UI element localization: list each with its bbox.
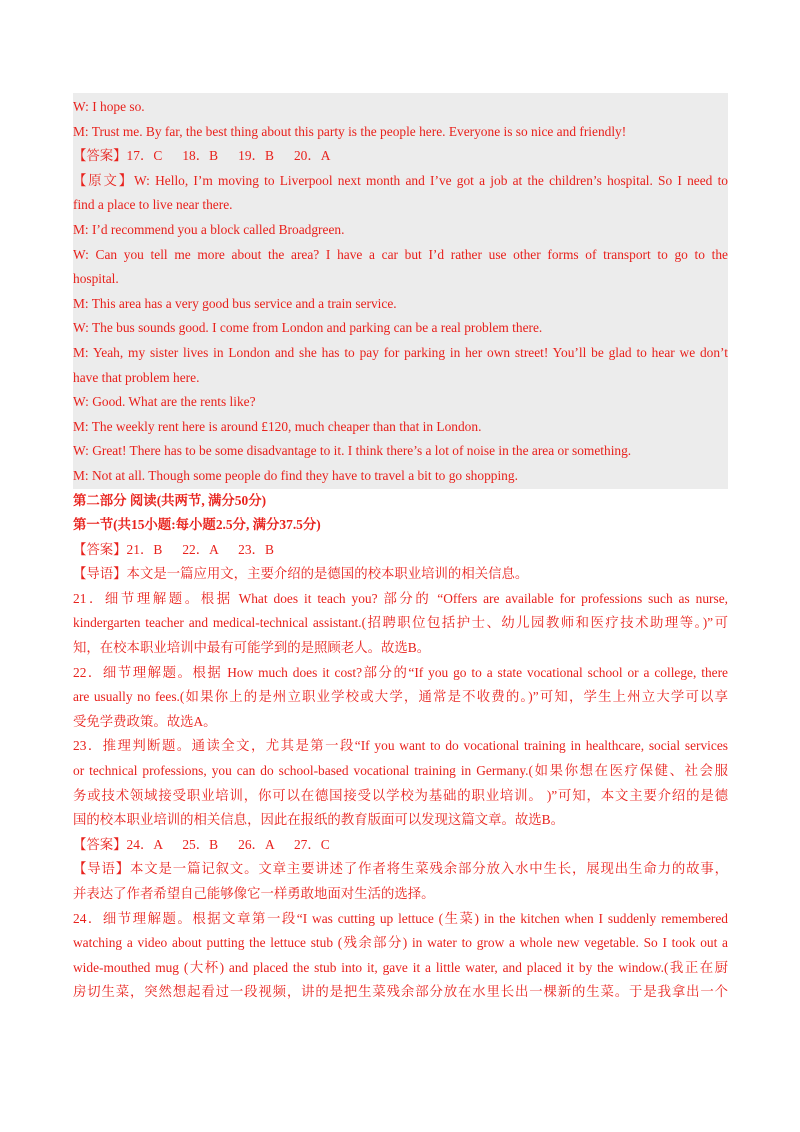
explanation-line: 知，在校本职业培训中最有可能学到的是照顾老人。故选B。 [73, 640, 431, 656]
reading-answers [73, 538, 728, 1005]
explanation-line: are usually no fees.(如果你上的是州立职业学校或大学，通常是不收费的。)”可知，学生上州立大学可以享 [73, 689, 728, 705]
document-page [73, 93, 728, 1005]
guide-line: 【导语】本文是一篇记叙文。文章主要讲述了作者将生菜残余部分放入水中生长，展现出生命力的故事， [73, 861, 728, 877]
dialog-line: have that problem here. [73, 369, 200, 385]
section-title: 第一节(共15小题:每小题2.5分, 满分37.5分) [73, 517, 321, 533]
explanation-line: 21．细节理解题。根据 What does it teach you? 部分的 “Offers are available for professions such as nurse, [73, 590, 728, 606]
dialog-line: hospital. [73, 271, 119, 287]
dialog-line: find a place to live near there. [73, 197, 233, 213]
answer-line: 【答案】24．A 25．B 26．A 27．C [73, 836, 330, 852]
explanation-line: 22．细节理解题。根据 How much does it cost?部分的“If you go to a state vocational school or a college, there [73, 664, 728, 680]
guide-line: 【导语】本文是一篇应用文，主要介绍的是德国的校本职业培训的相关信息。 [73, 566, 529, 582]
dialog-line: W: Good. What are the rents like? [73, 394, 256, 410]
explanation-line: kindergarten teacher and medical-technical assistant.(招聘职位包括护士、幼儿园教师和医疗技术助理等。)”可 [73, 615, 728, 631]
dialog-line: M: Not at all. Though some people do find they have to travel a bit to go shopping. [73, 467, 518, 483]
explanation-line: 受免学费政策。故选A。 [73, 713, 217, 729]
dialog-line: W: Great! There has to be some disadvantage to it. I think there’s a lot of noise in the area or something. [73, 443, 632, 459]
transcript-block [73, 93, 728, 489]
dialog-line: M: This area has a very good bus service and a train service. [73, 295, 397, 311]
explanation-line: 24．细节理解题。根据文章第一段“I was cutting up lettuce (生菜) in the kitchen when I suddenly remembered [73, 910, 728, 926]
dialog-line: M: Yeah, my sister lives in London and she has to pay for parking in her own street! You’ll be glad to hear we don’t [73, 344, 728, 360]
guide-line: 并表达了作者希望自己能够像它一样勇敢地面对生活的选择。 [73, 886, 435, 901]
dialog-line: W: Can you tell me more about the area? I have a car but I’d rather use other forms of transport to go to the [73, 246, 728, 262]
explanation-line: or technical professions, you can do school-based vocational training in Germany.(如果你想在医疗保健、社会服 [73, 763, 728, 779]
dialog-line: 【原文】W: Hello, I’m moving to Liverpool next month and I’ve got a job at the children’s hospital. So I need to [73, 172, 728, 188]
answer-line: 【答案】21．B 22．A 23．B [73, 541, 274, 557]
explanation-line: 23．推理判断题。通读全文，尤其是第一段“If you want to do vocational training in healthcare, social services [73, 738, 728, 754]
explanation-line: 务或技术领域接受职业培训，你可以在德国接受以学校为基础的职业培训。 )”可知，本文主要介绍的是德 [73, 787, 728, 803]
dialog-line: W: The bus sounds good. I come from London and parking can be a real problem there. [73, 320, 543, 336]
part-title: 第二部分 阅读(共两节, 满分50分) [73, 492, 267, 508]
answer-line: 【答案】17．C 18．B 19．B 20．A [73, 148, 331, 164]
explanation-line: watching a video about putting the lettuce stub (残余部分) in water to grow a whole new vegetable. So I took out a [73, 935, 728, 951]
dialog-line: M: The weekly rent here is around £120, much cheaper than that in London. [73, 418, 482, 434]
explanation-line: 国的校本职业培训的相关信息，因此在报纸的教育版面可以发现这篇文章。故选B。 [73, 812, 564, 828]
dialog-line: M: I’d recommend you a block called Broadgreen. [73, 221, 345, 237]
dialog-line: M: Trust me. By far, the best thing about this party is the people here. Everyone is so nice and friendly! [73, 123, 627, 139]
dialog-line: W: I hope so. [73, 99, 145, 114]
explanation-line: 房切生菜，突然想起看过一段视频，讲的是把生菜残余部分放在水里长出一棵新的生菜。于是我拿出一个 [73, 984, 728, 1000]
explanation-line: wide-mouthed mug (大杯) and placed the stub into it, gave it a little water, and placed it by the window.(我正在厨 [73, 959, 728, 975]
